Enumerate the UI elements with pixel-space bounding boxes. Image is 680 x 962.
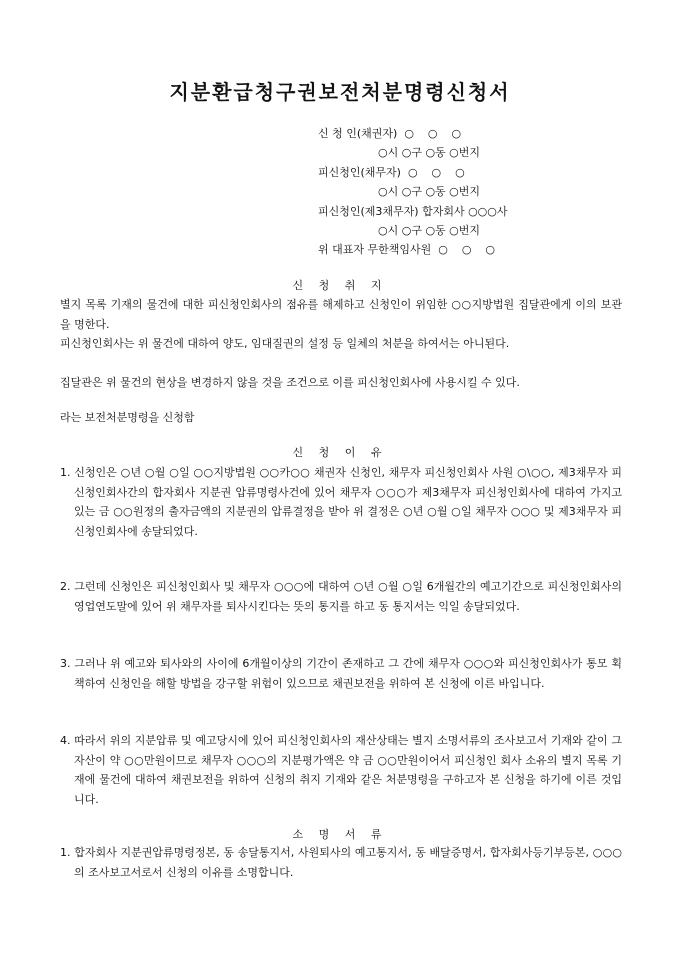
respondent-line: 피신청인(채무자) ○ ○ ○: [318, 165, 465, 179]
reason-item: 2. 그런데 신청인은 피신청인회사 및 채무자 ○○○에 대하여 ○년 ○월 ○일 6개월간의 예고기간으로 피신청인회사의 영업연도말에 있어 위 채무자를 퇴사시킨다는 뜻의 통지를 하고 동 통지서는 익일 송달되었다.: [60, 580, 622, 613]
representative-line: 위 대표자 무한책임사원 ○ ○ ○: [318, 243, 496, 257]
party-block: [318, 124, 508, 260]
evidence-item: 1. 합자회사 지분권압류명령정본, 동 송달통지서, 사원퇴사의 예고통지서, 동 배달증명서, 합자회사등기부등본, ○○○의 조사보고서로서 신청의 이유를 소명합니다.: [60, 846, 622, 879]
third-debtor-address: ○시 ○구 ○동 ○번지: [378, 224, 481, 238]
respondent-address: ○시 ○구 ○동 ○번지: [378, 185, 481, 199]
reason-item: 1. 신청인은 ○년 ○월 ○일 ○○지방법원 ○○카○○ 채권자 신청인, 채무자 피신청인회사 사원 ○\○○, 제3채무자 피신청인회사간의 합자회사 지분권 압류명령사건에 있어 채무자 ○○○가 제3채무자 피신청인회사에 대하여 가지고 있는 금 ○○원정의 출자금액의 지분권의 압류결정을 받아 위 결정은 ○년 ○월 ○일 채무자 ○○○ 및 제3채무자 피신청인회사에 송달되었다.: [60, 466, 622, 538]
applicant-line: 신 청 인(채권자) ○ ○ ○: [318, 127, 462, 140]
purpose-paragraph: 별지 목록 기재의 물건에 대한 피신청인회사의 점유를 해제하고 신청인이 위임한 ○○지방법원 집달관에게 이의 보관을 명한다.: [60, 298, 622, 331]
third-debtor-line: 피신청인(제3채무자) 합자회사 ○○○사: [318, 204, 508, 218]
reason-item: 3. 그러나 위 예고와 퇴사와의 사이에 6개월이상의 기간이 존재하고 그 간에 채무자 ○○○와 피신청인회사가 통모 획책하여 신청인을 해할 방법을 강구할 위험이 있으므로 채권보전을 위하여 본 신청에 이른 바입니다.: [60, 657, 622, 690]
purpose-paragraph: 피신청인회사는 위 물건에 대하여 양도, 임대질권의 설정 등 일체의 처분을 하여서는 아니된다.: [60, 337, 510, 350]
evidence-heading: 소 명 서 류: [292, 828, 388, 841]
purpose-heading: 신 청 취 지: [292, 279, 388, 292]
document-title: 지분환급청구권보전처분명령신청서: [169, 80, 511, 104]
reasons-heading: 신 청 이 유: [292, 446, 388, 459]
applicant-address: ○시 ○구 ○동 ○번지: [378, 146, 481, 160]
purpose-paragraph: 라는 보전처분명령을 신청함: [60, 411, 195, 424]
reason-item: 4. 따라서 위의 지분압류 및 예고당시에 있어 피신청인회사의 재산상태는 별지 소명서류의 조사보고서 기재와 같이 그 자산이 약 ○○만원이므로 채무자 ○○○의 지분평가액은 약 금 ○○만원이어서 피신청인 회사 소유의 별지 목록 기재에 물건에 대하여 채권보전을 위하여 신청의 취지 기재와 같은 처분명령을 구하고자 본 신청을 하기에 이른 것입니다.: [60, 734, 622, 806]
purpose-paragraph: 집달관은 위 물건의 현상을 변경하지 않을 것을 조건으로 이를 피신청인회사에 사용시킬 수 있다.: [60, 376, 520, 389]
